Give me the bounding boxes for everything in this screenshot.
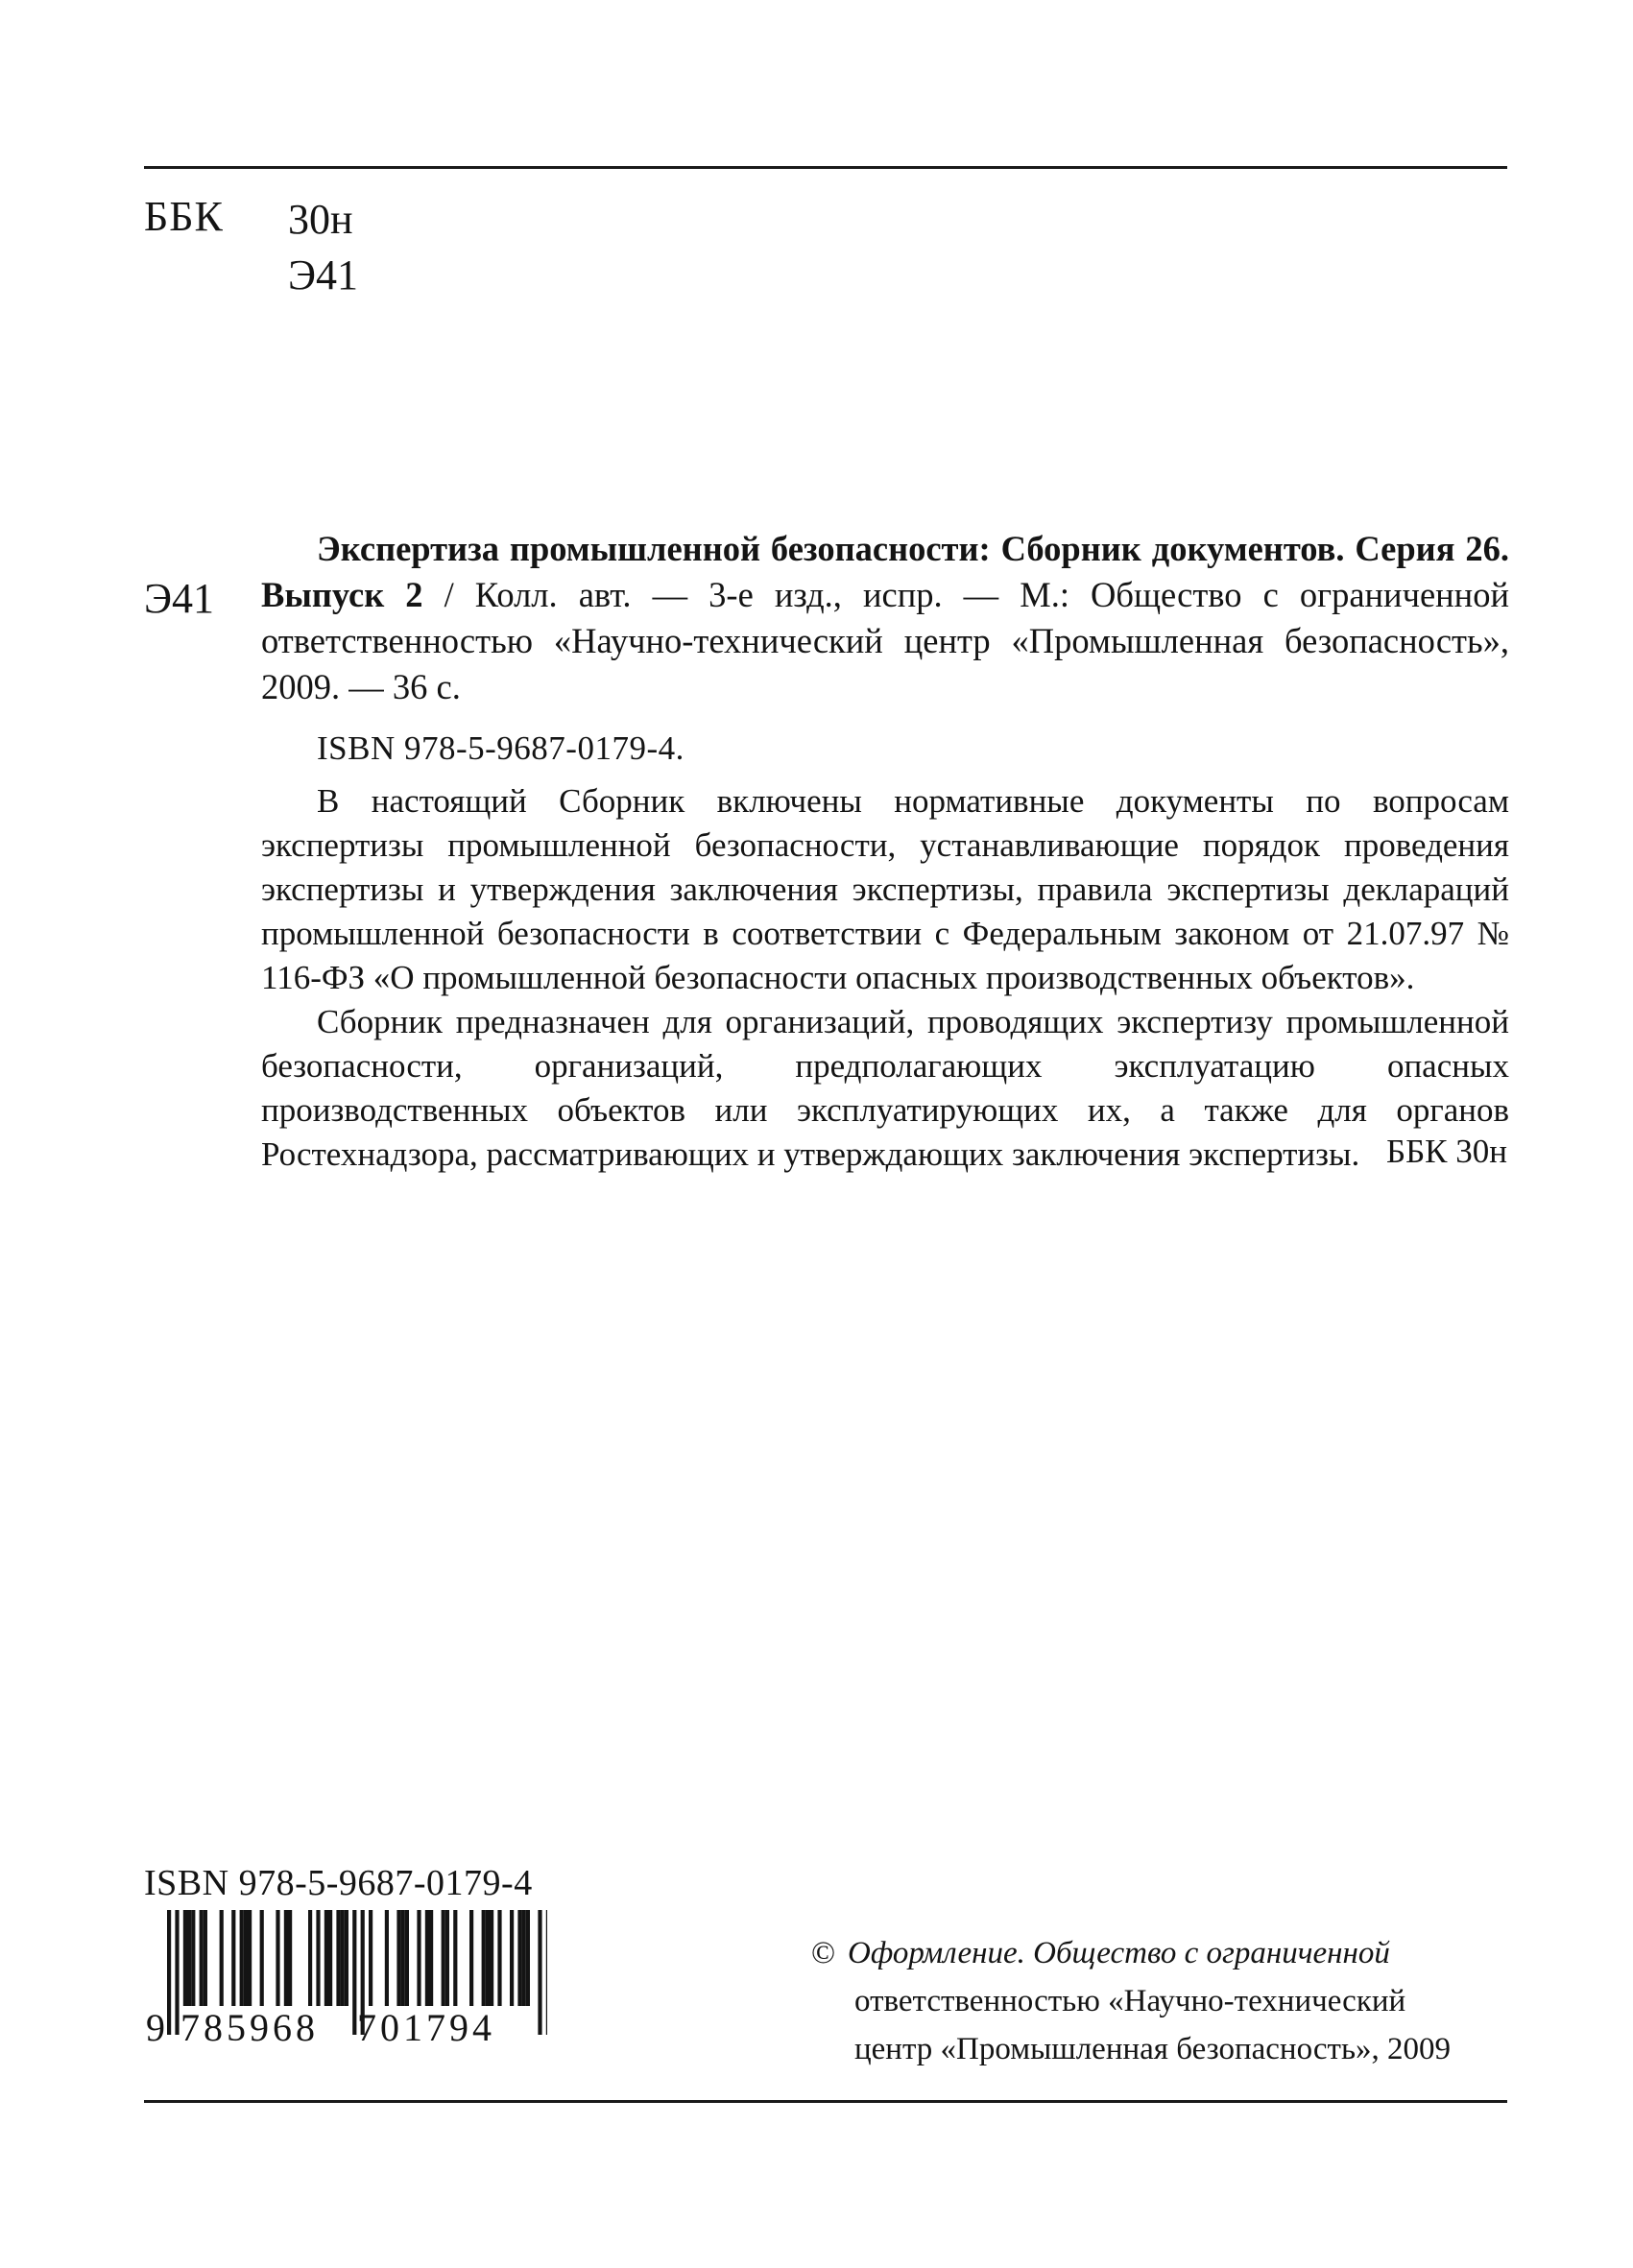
barcode-bar [324,1910,328,2006]
abstract [261,779,1509,1177]
barcode-bar [341,1910,345,2006]
barcode-bar [204,1910,207,2006]
bbk-code-author: Э41 [288,251,359,298]
barcode-bar [369,1910,372,2006]
barcode-bar [352,1910,356,2035]
barcode-bar [405,1910,409,2006]
barcode-bar [244,1910,248,2006]
barcode-bar [328,1910,332,2006]
barcode-bar [442,1910,445,2006]
barcode-bar [429,1910,433,2006]
barcode-bar [260,1910,264,2006]
barcode-bar [526,1910,530,2006]
bbk-codes [288,192,358,303]
barcode-bar [385,1910,389,2006]
barcode-bar [220,1910,224,2006]
barcode-bar [453,1910,457,2006]
copyright-line-3: центр «Промышленная безопасность», 2009 [854,2032,1452,2066]
abstract-paragraph-2: Сборник предназначен для организаций, проводящих экспертизу промышленной безопасности, организаций, предполагающих эксплуатацию опасных производственных объектов или эксплуатирующих их, а также для органов Ростехнадзора, рассматривающих и утверждающих заключения экспертизы. [261,1003,1509,1173]
barcode-bar [396,1910,400,2006]
barcode-bar [191,1910,195,2006]
bbk-code-primary: 30н [288,196,353,243]
barcode-bar [187,1910,191,2006]
barcode-bar [486,1910,490,2006]
copyright-notice [811,1929,1451,2073]
copyright-line-2: ответственностью «Научно-технический [854,1984,1406,2018]
top-rule [144,166,1507,169]
barcode-bar [445,1910,449,2006]
barcode-bar [425,1910,429,2006]
bbk-code-footer: ББК 30н [1385,1133,1507,1170]
barcode-bar [417,1910,420,2006]
barcode-bar [231,1910,235,2006]
author-mark: Э41 [144,575,215,622]
book-title: Экспертиза промышленной безопасности: Сборник документов. Серия 26. Выпуск 2 [261,529,1509,614]
copyright-icon: © [811,1936,836,1970]
barcode-block [144,1862,547,2044]
abstract-paragraph-1: В настоящий Сборник включены нормативные документы по вопросам экспертизы промышленной безопасности, устанавливающие порядок проведения экспертизы и утверждения заключения экспертизы, правила экспертизы деклараций промышленной безопасности в соответствии с Федеральным законом от 21.07.97 № 116-ФЗ «О промышленной безопасности опасных производственных объектов». [261,782,1509,996]
bottom-rule [144,2100,1507,2103]
barcode-bar [200,1910,204,2006]
barcode-image [144,1910,547,2044]
barcode-bar [469,1910,473,2006]
barcode-bar [248,1910,252,2006]
barcode-isbn: ISBN 978-5-9687-0179-4 [144,1863,533,1903]
barcode-bar [490,1910,493,2006]
copyright-line-1: Оформление. Общество с ограниченной [848,1936,1390,1970]
barcode-bar [510,1910,514,2006]
barcode-digit-first: 9 [146,2006,165,2044]
barcode-digits-right: 701794 [357,2006,495,2044]
barcode-bar [482,1910,486,2006]
barcode-bar [183,1910,187,2006]
barcode-bar [284,1910,288,2006]
barcode-bar [316,1910,320,2006]
barcode-bar [517,1910,521,2006]
catalog-card-heading [261,526,1509,710]
barcode-bar [288,1910,292,2006]
book-imprint: / Колл. авт. — 3-е изд., испр. — М.: Общество с ограниченной ответственностью «Научно-технический центр «Промышленная безопасность», 2009. — 36 с. [261,575,1509,706]
barcode-bar [240,1910,244,2006]
barcode-bar [522,1910,526,2006]
barcode-bar [276,1910,279,2006]
card-isbn: ISBN 978-5-9687-0179-4. [317,729,684,767]
barcode-bar [546,1910,547,2035]
barcode-bar [345,1910,348,2006]
barcode-bar [497,1910,501,2006]
barcode-bar [175,1910,179,2035]
bbk-label: ББК [144,193,224,240]
barcode-bar [401,1910,405,2006]
barcode-bar [308,1910,312,2006]
barcode-bar [538,1910,541,2035]
barcode-digits-left: 785968 [180,2006,319,2044]
barcode-bar [336,1910,340,2006]
barcode-bar [167,1910,171,2035]
